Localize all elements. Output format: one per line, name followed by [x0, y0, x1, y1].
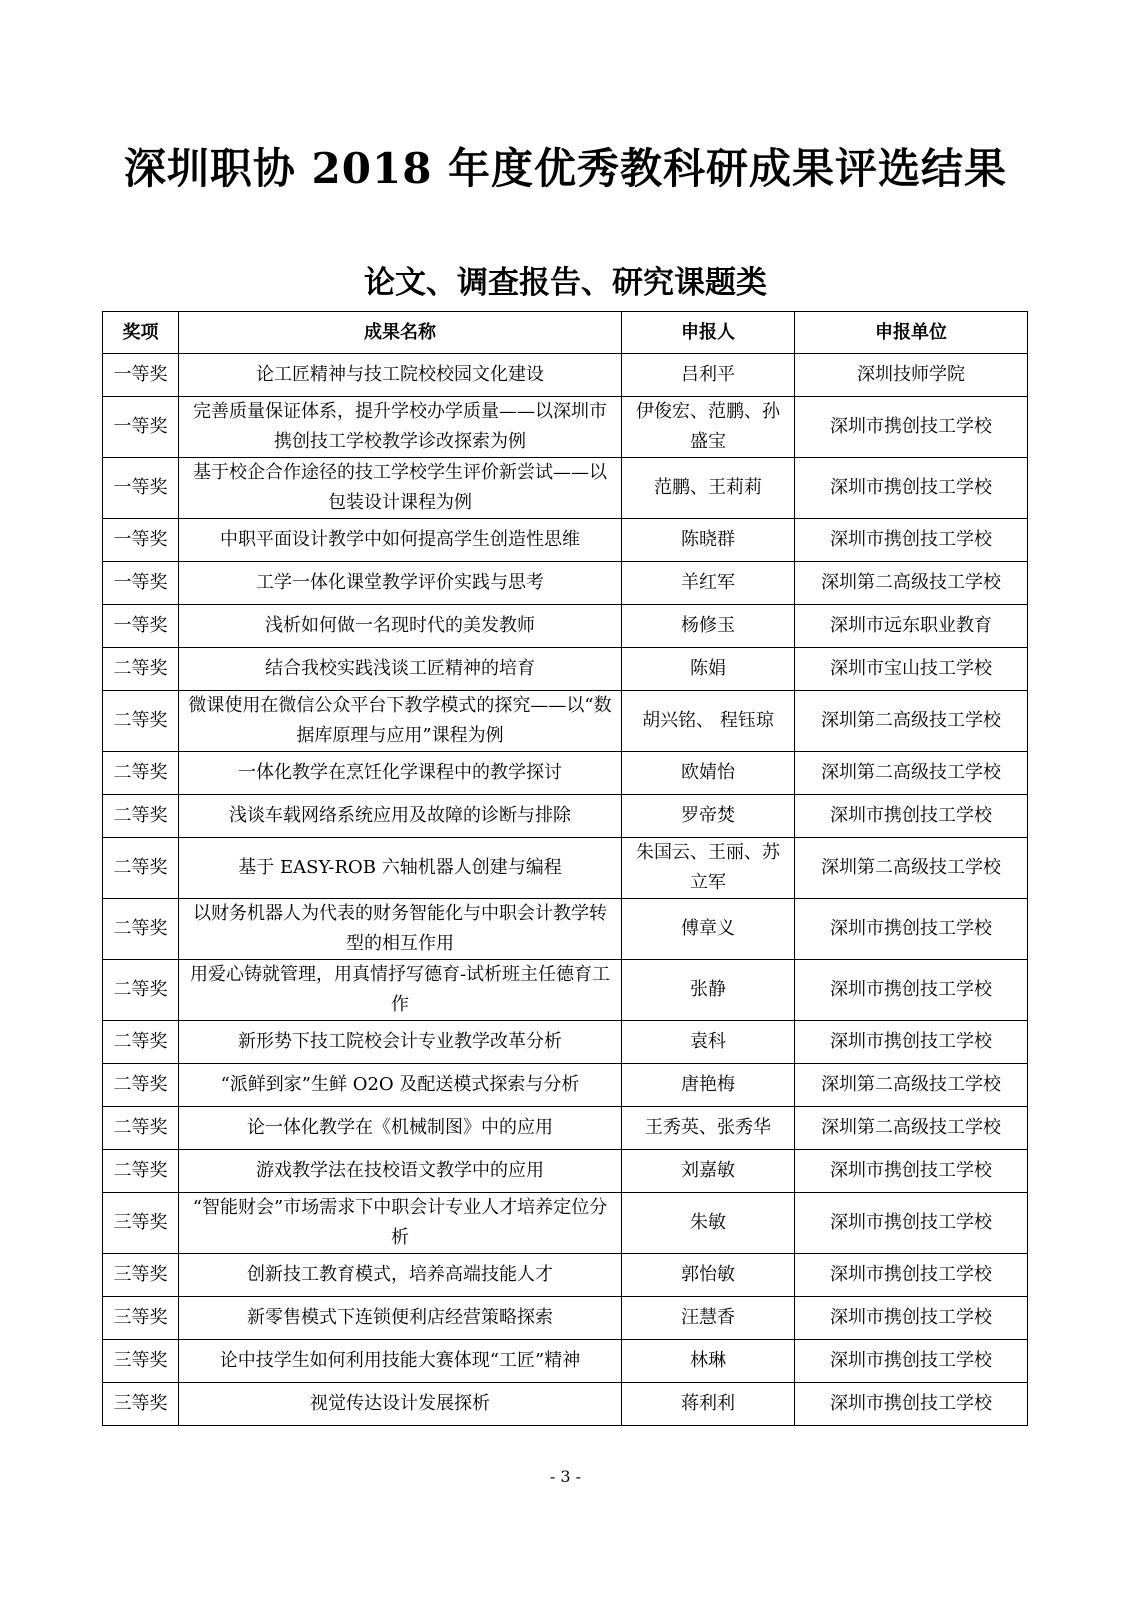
cell-title: 视觉传达设计发展探析 — [179, 1383, 622, 1426]
cell-applicant: 杨修玉 — [622, 605, 795, 648]
table-row — [103, 691, 1028, 752]
page-title: 深圳职协 2018 年度优秀教科研成果评选结果 — [123, 144, 1008, 193]
cell-award: 一等奖 — [103, 354, 179, 397]
cell-unit: 深圳市携创技工学校 — [795, 960, 1028, 1021]
cell-applicant: 汪慧香 — [622, 1297, 795, 1340]
cell-award: 二等奖 — [103, 691, 179, 752]
cell-unit: 深圳市携创技工学校 — [795, 899, 1028, 960]
table-row — [103, 1150, 1028, 1193]
cell-title: 浅谈车载网络系统应用及故障的诊断与排除 — [179, 795, 622, 838]
cell-award: 三等奖 — [103, 1254, 179, 1297]
cell-unit: 深圳市携创技工学校 — [795, 519, 1028, 562]
table-row — [103, 960, 1028, 1021]
cell-unit: 深圳第二高级技工学校 — [795, 691, 1028, 752]
cell-unit: 深圳市携创技工学校 — [795, 1150, 1028, 1193]
page-number: - 3 - — [549, 1467, 582, 1486]
table-row — [103, 1297, 1028, 1340]
cell-title: 微课使用在微信公众平台下教学模式的探究——以“数据库原理与应用”课程为例 — [179, 691, 622, 752]
table-row — [103, 899, 1028, 960]
cell-title: “智能财会”市场需求下中职会计专业人才培养定位分析 — [179, 1193, 622, 1254]
cell-applicant: 张静 — [622, 960, 795, 1021]
cell-award: 二等奖 — [103, 1150, 179, 1193]
cell-award: 三等奖 — [103, 1193, 179, 1254]
table-row — [103, 397, 1028, 458]
cell-award: 三等奖 — [103, 1297, 179, 1340]
table-row — [103, 1021, 1028, 1064]
cell-award: 二等奖 — [103, 648, 179, 691]
cell-title: 以财务机器人为代表的财务智能化与中职会计教学转型的相互作用 — [179, 899, 622, 960]
cell-award: 二等奖 — [103, 960, 179, 1021]
table-row — [103, 1340, 1028, 1383]
cell-unit: 深圳技师学院 — [795, 354, 1028, 397]
cell-applicant: 刘嘉敏 — [622, 1150, 795, 1193]
cell-award: 一等奖 — [103, 605, 179, 648]
table-row — [103, 795, 1028, 838]
cell-title: 新零售模式下连锁便利店经营策略探索 — [179, 1297, 622, 1340]
table-row — [103, 458, 1028, 519]
cell-award: 一等奖 — [103, 519, 179, 562]
table-row — [103, 562, 1028, 605]
section-title: 论文、调查报告、研究课题类 — [364, 265, 767, 301]
cell-applicant: 蒋利利 — [622, 1383, 795, 1426]
cell-title: 一体化教学在烹饪化学课程中的教学探讨 — [179, 752, 622, 795]
header-applicant: 申报人 — [622, 312, 795, 354]
cell-award: 一等奖 — [103, 397, 179, 458]
cell-title: 新形势下技工院校会计专业教学改革分析 — [179, 1021, 622, 1064]
cell-title: 基于校企合作途径的技工学校学生评价新尝试——以包装设计课程为例 — [179, 458, 622, 519]
cell-title: 完善质量保证体系，提升学校办学质量——以深圳市携创技工学校教学诊改探索为例 — [179, 397, 622, 458]
table-row — [103, 752, 1028, 795]
results-table — [102, 311, 1028, 1426]
cell-applicant: 罗帝焚 — [622, 795, 795, 838]
cell-award: 二等奖 — [103, 1107, 179, 1150]
cell-unit: 深圳第二高级技工学校 — [795, 838, 1028, 899]
cell-applicant: 陈晓群 — [622, 519, 795, 562]
table-row — [103, 1383, 1028, 1426]
cell-title: 结合我校实践浅谈工匠精神的培育 — [179, 648, 622, 691]
cell-applicant: 朱敏 — [622, 1193, 795, 1254]
table-row — [103, 838, 1028, 899]
cell-applicant: 王秀英、张秀华 — [622, 1107, 795, 1150]
cell-unit: 深圳市携创技工学校 — [795, 1021, 1028, 1064]
table-row — [103, 1107, 1028, 1150]
table-row — [103, 1064, 1028, 1107]
cell-applicant: 吕利平 — [622, 354, 795, 397]
cell-unit: 深圳市远东职业教育 — [795, 605, 1028, 648]
cell-title: 论中技学生如何利用技能大赛体现“工匠”精神 — [179, 1340, 622, 1383]
table-row — [103, 1254, 1028, 1297]
cell-unit: 深圳市携创技工学校 — [795, 1383, 1028, 1426]
cell-applicant: 傅章义 — [622, 899, 795, 960]
table-row — [103, 1193, 1028, 1254]
cell-applicant: 唐艳梅 — [622, 1064, 795, 1107]
cell-unit: 深圳市宝山技工学校 — [795, 648, 1028, 691]
cell-applicant: 胡兴铭、 程钰琼 — [622, 691, 795, 752]
cell-award: 三等奖 — [103, 1340, 179, 1383]
cell-award: 二等奖 — [103, 1021, 179, 1064]
cell-award: 二等奖 — [103, 795, 179, 838]
cell-title: “派鲜到家”生鲜 O2O 及配送模式探索与分析 — [179, 1064, 622, 1107]
cell-award: 一等奖 — [103, 562, 179, 605]
cell-applicant: 袁科 — [622, 1021, 795, 1064]
cell-unit: 深圳市携创技工学校 — [795, 458, 1028, 519]
cell-title: 工学一体化课堂教学评价实践与思考 — [179, 562, 622, 605]
cell-applicant: 陈娟 — [622, 648, 795, 691]
table-row — [103, 648, 1028, 691]
table-row — [103, 519, 1028, 562]
cell-applicant: 朱国云、王丽、苏立军 — [622, 838, 795, 899]
cell-applicant: 林琳 — [622, 1340, 795, 1383]
cell-title: 论一体化教学在《机械制图》中的应用 — [179, 1107, 622, 1150]
cell-title: 浅析如何做一名现时代的美发教师 — [179, 605, 622, 648]
cell-unit: 深圳市携创技工学校 — [795, 1254, 1028, 1297]
cell-applicant: 伊俊宏、范鹏、孙盛宝 — [622, 397, 795, 458]
cell-applicant: 羊红军 — [622, 562, 795, 605]
table-header-row — [103, 312, 1028, 354]
cell-award: 一等奖 — [103, 458, 179, 519]
cell-unit: 深圳第二高级技工学校 — [795, 562, 1028, 605]
cell-applicant: 欧婧怡 — [622, 752, 795, 795]
header-unit: 申报单位 — [795, 312, 1028, 354]
cell-award: 二等奖 — [103, 899, 179, 960]
cell-title: 游戏教学法在技校语文教学中的应用 — [179, 1150, 622, 1193]
cell-title: 论工匠精神与技工院校校园文化建设 — [179, 354, 622, 397]
cell-award: 二等奖 — [103, 838, 179, 899]
cell-award: 三等奖 — [103, 1383, 179, 1426]
header-title: 成果名称 — [179, 312, 622, 354]
table-row — [103, 605, 1028, 648]
cell-unit: 深圳第二高级技工学校 — [795, 752, 1028, 795]
cell-applicant: 范鹏、王莉莉 — [622, 458, 795, 519]
cell-award: 二等奖 — [103, 1064, 179, 1107]
cell-unit: 深圳市携创技工学校 — [795, 795, 1028, 838]
cell-title: 基于 EASY-ROB 六轴机器人创建与编程 — [179, 838, 622, 899]
cell-title: 中职平面设计教学中如何提高学生创造性思维 — [179, 519, 622, 562]
cell-unit: 深圳市携创技工学校 — [795, 1193, 1028, 1254]
header-award: 奖项 — [103, 312, 179, 354]
cell-unit: 深圳第二高级技工学校 — [795, 1064, 1028, 1107]
cell-title: 创新技工教育模式，培养高端技能人才 — [179, 1254, 622, 1297]
cell-unit: 深圳市携创技工学校 — [795, 1297, 1028, 1340]
cell-unit: 深圳第二高级技工学校 — [795, 1107, 1028, 1150]
cell-unit: 深圳市携创技工学校 — [795, 397, 1028, 458]
cell-unit: 深圳市携创技工学校 — [795, 1340, 1028, 1383]
table-row — [103, 354, 1028, 397]
cell-title: 用爱心铸就管理，用真情抒写德育-试析班主任德育工作 — [179, 960, 622, 1021]
cell-award: 二等奖 — [103, 752, 179, 795]
cell-applicant: 郭怡敏 — [622, 1254, 795, 1297]
